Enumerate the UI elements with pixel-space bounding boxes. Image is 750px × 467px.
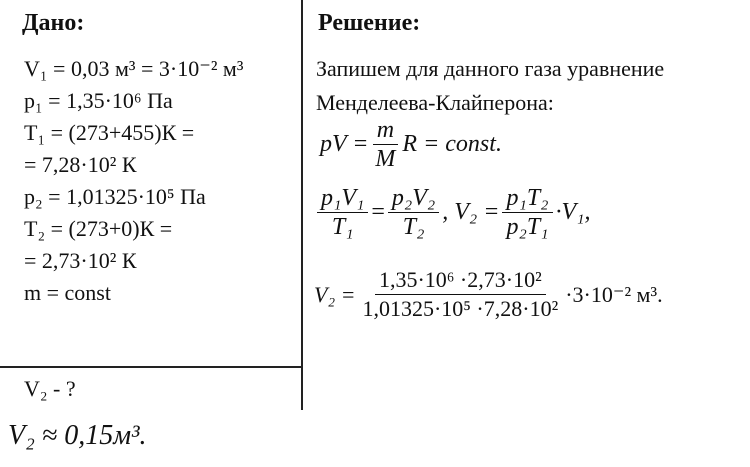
- eq2-tail: ·V₁,: [555, 199, 591, 225]
- given-divider: [0, 366, 303, 368]
- eq2-f3-den: p₂T₁: [506, 214, 549, 240]
- answer-line: V₂ ≈ 0,15м³.: [8, 420, 147, 451]
- given-t1-value: = 7,28·10² К: [24, 152, 137, 177]
- eq1-right: R = const.: [402, 131, 502, 157]
- given-p2: p₂ = 1,01325·10⁵ Па: [24, 184, 206, 209]
- eq2-f1-num: p₁V₁: [317, 186, 368, 213]
- given-t1: T₁ = (273+455)К =: [24, 120, 195, 145]
- eq2-f3-num: p₁T₂: [502, 186, 552, 213]
- column-divider: [301, 0, 303, 410]
- equation-ratio: [314, 186, 591, 239]
- given-v1: V₁ = 0,03 м³ = 3·10⁻² м³: [24, 56, 244, 81]
- eq1-fraction: [371, 118, 399, 171]
- eq2-f2-num: p₂V₂: [388, 186, 439, 213]
- eq3-tail: ·3·10⁻² м³.: [565, 281, 663, 307]
- eq1-den: M: [375, 146, 396, 172]
- given-heading: Дано:: [22, 10, 85, 36]
- given-p1: p₁ = 1,35·10⁶ Па: [24, 88, 173, 113]
- equation-result: [314, 268, 663, 321]
- solution-heading: Решение:: [318, 10, 421, 36]
- eq2-fraction3: [502, 186, 552, 239]
- given-m: m = const: [24, 280, 111, 305]
- eq3-den: 1,01325·10⁵ ·7,28·10²: [362, 296, 559, 321]
- eq3-left: V₂ =: [314, 281, 356, 307]
- eq2-equals: =: [371, 199, 385, 225]
- eq2-mid: , V₂ =: [442, 199, 500, 225]
- eq3-fraction: [358, 268, 562, 321]
- eq3-num: 1,35·10⁶ ·2,73·10²: [375, 268, 546, 295]
- eq2-fraction1: [317, 186, 368, 239]
- given-t2: T₂ = (273+0)К =: [24, 216, 173, 241]
- eq1-num: m: [373, 118, 398, 145]
- eq2-f1-den: T₁: [331, 214, 354, 240]
- eq2-f2-den: T₂: [402, 214, 425, 240]
- given-t2-value: = 2,73·10² К: [24, 248, 137, 273]
- solution-text-line1: Запишем для данного газа уравнение: [316, 56, 665, 81]
- find-line: V₂ - ?: [24, 376, 76, 401]
- eq2-fraction2: [388, 186, 439, 239]
- eq1-left: pV =: [320, 131, 369, 157]
- solution-text-line2: Менделеева-Клайперона:: [316, 90, 554, 115]
- equation-mendeleev: [320, 118, 502, 171]
